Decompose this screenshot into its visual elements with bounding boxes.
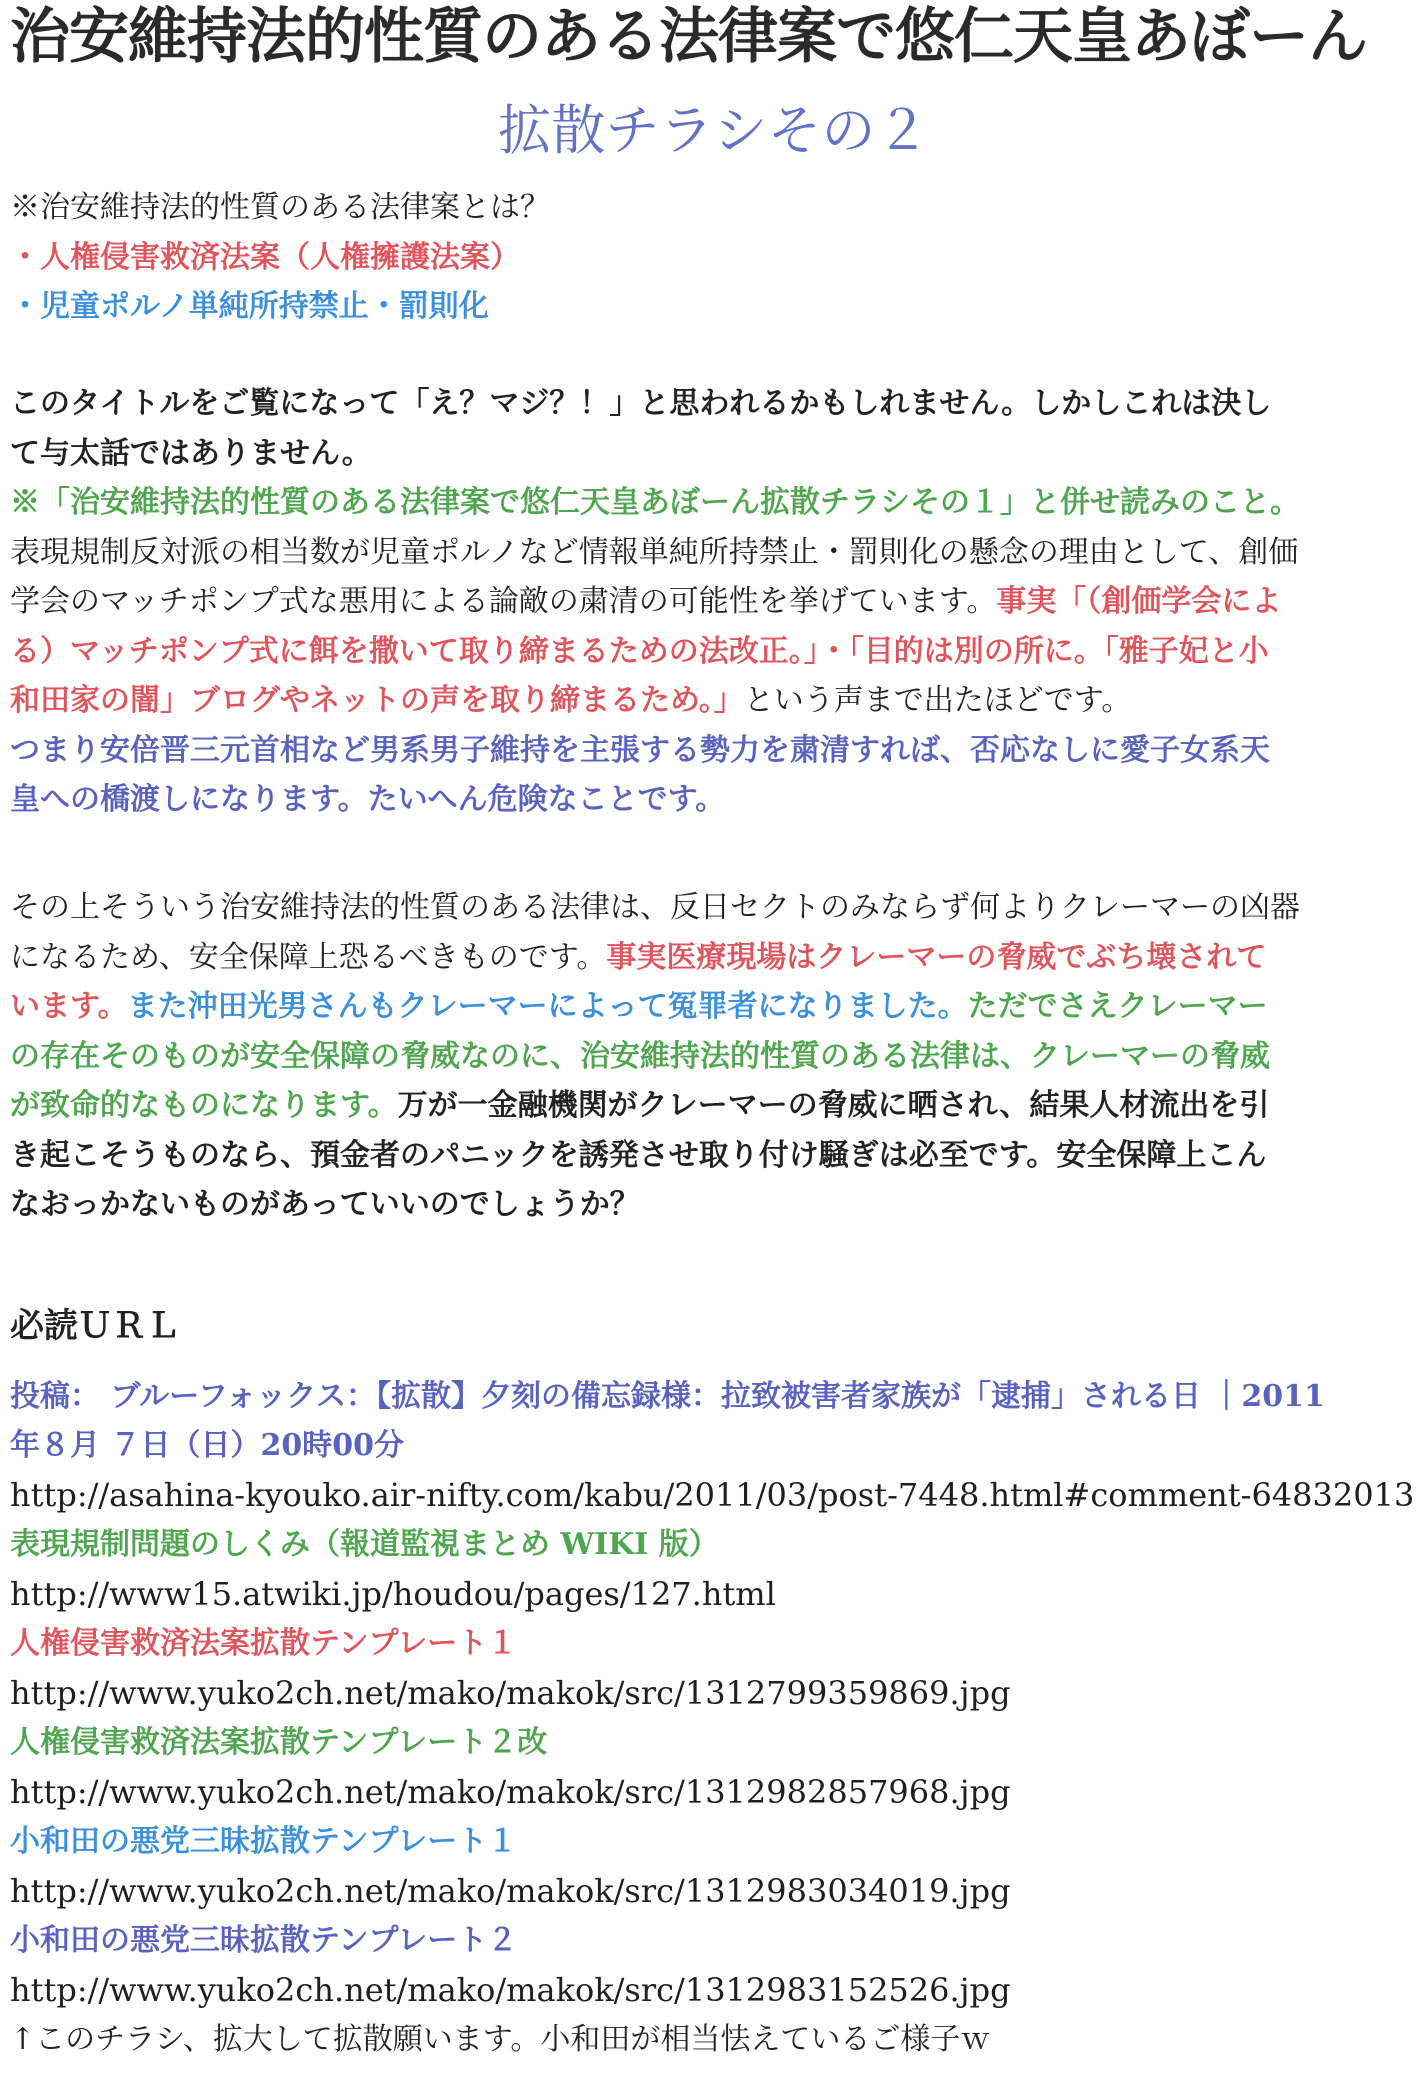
- page-title: 治安維持法的性質のある法律案で悠仁天皇あぼーん: [10, 2, 1367, 72]
- link-label: 小和田の悪党三昧拡散テンプレート２: [10, 1923, 518, 1958]
- p1-line: 表現規制反対派の相当数が児童ポルノなど情報単純所持禁止・罰則化の懸念の理由として、創価: [10, 534, 1299, 570]
- p2-segment: 万が一金融機関がクレーマーの脅威に晒され、結果人材流出を引: [397, 1088, 1270, 1123]
- url-section: [10, 1302, 1415, 2065]
- p1-segment: 事実「（創価学会によ: [996, 584, 1282, 619]
- p1-line: このタイトルをご覧になって「え？マジ？！」と思われるかもしれません。しかしこれは決し: [10, 386, 1272, 421]
- p1-line: る）マッチポンプ式に餌を撒いて取り締まるための法改正。」・「目的は別の所に。「雅子妃と小: [10, 633, 1269, 669]
- footer-note: ↑このチラシ、拡大して拡散願います。小和田が相当怯えているご様子ｗ: [10, 2022, 991, 2057]
- url-heading: 必読ＵＲＬ: [10, 1306, 180, 1346]
- link-label: 人権侵害救済法案拡散テンプレート１: [10, 1626, 518, 1661]
- post-line: 年８月 ７日（日）20時00分: [10, 1428, 404, 1463]
- p2-segment: が致命的なものになります。: [10, 1088, 398, 1123]
- link-url[interactable]: http://www.yuko2ch.net/mako/makok/src/1312799359869.jpg: [10, 1673, 1011, 1712]
- link-url[interactable]: http://www.yuko2ch.net/mako/makok/src/1312983152526.jpg: [10, 1970, 1011, 2009]
- definition-item-1: ・人権侵害救済法案（人権擁護法案）: [10, 239, 520, 275]
- p2-line: なおっかないものがあっていいのでしょうか？: [10, 1187, 640, 1222]
- p2-line: [10, 1081, 1415, 1131]
- paragraph-2: [10, 883, 1415, 1230]
- p2-segment: ただでさえクレーマー: [967, 989, 1268, 1024]
- p1-line: [10, 577, 1415, 627]
- link-label: 表現規制問題のしくみ（報道監視まとめ WIKI 版）: [10, 1527, 719, 1562]
- p2-line: [10, 933, 1415, 983]
- post-line: 投稿： ブルーフォックス：【拡散】夕刻の備忘録様：拉致被害者家族が「逮捕」される日 ｜2011: [10, 1378, 1325, 1414]
- link-label: 小和田の悪党三昧拡散テンプレート１: [10, 1824, 518, 1859]
- definition-question: ※治安維持法的性質のある法律案とは？: [10, 190, 550, 225]
- p1-line: つまり安倍晋三元首相など男系男子維持を主張する勢力を粛清すれば、否応なしに愛子女系天: [10, 732, 1270, 768]
- page-subtitle: 拡散チラシその２: [497, 99, 930, 162]
- p2-line: の存在そのものが安全保障の脅威なのに、治安維持法的性質のある法律は、クレーマーの脅威: [10, 1038, 1270, 1074]
- p1-line: [10, 676, 1415, 726]
- p2-segment: になるため、安全保障上恐るべきものです。: [10, 939, 607, 975]
- link-label: 人権侵害救済法案拡散テンプレート２改: [10, 1725, 548, 1760]
- definition-item-2: ・児童ポルノ単純所持禁止・罰則化: [10, 289, 489, 324]
- definition-section: [10, 183, 1415, 332]
- p1-segment: 和田家の闇」ブログやネットの声を取り締まるため。」: [10, 683, 744, 718]
- p2-line: その上そういう治安維持法的性質のある法律は、反日セクトのみならず何よりクレーマーの凶器: [10, 890, 1300, 925]
- p1-line: 皇への橋渡しになります。たいへん危険なことです。: [10, 782, 726, 817]
- p2-line: き起こそうものなら、預金者のパニックを誘発させ取り付け騒ぎは必至です。安全保障上こん: [10, 1137, 1267, 1173]
- paragraph-1: [10, 379, 1415, 825]
- link-url[interactable]: http://www.yuko2ch.net/mako/makok/src/1312982857968.jpg: [10, 1772, 1011, 1811]
- p2-segment: います。: [10, 989, 128, 1024]
- p1-line: て与太話ではありません。: [10, 435, 372, 471]
- link-url[interactable]: http://asahina-kyouko.air-nifty.com/kabu/2011/03/post-7448.html#comment-64832013: [10, 1475, 1415, 1514]
- p1-segment: という声まで出たほどです。: [743, 683, 1132, 718]
- p2-segment: また沖田光男さんもクレーマーによって冤罪者になりました。: [127, 989, 968, 1024]
- p1-segment: 学会のマッチポンプ式な悪用による論敵の粛清の可能性を挙げています。: [10, 584, 997, 619]
- link-url[interactable]: http://www15.atwiki.jp/houdou/pages/127.html: [10, 1574, 776, 1613]
- p2-segment: 事実医療現場はクレーマーの脅威でぶち壊されて: [606, 939, 1267, 975]
- p1-note-line: ※「治安維持法的性質のある法律案で悠仁天皇あぼーん拡散チラシその１」と併せ読みのこと。: [10, 485, 1300, 520]
- p2-line: [10, 982, 1415, 1032]
- link-url[interactable]: http://www.yuko2ch.net/mako/makok/src/1312983034019.jpg: [10, 1871, 1011, 1910]
